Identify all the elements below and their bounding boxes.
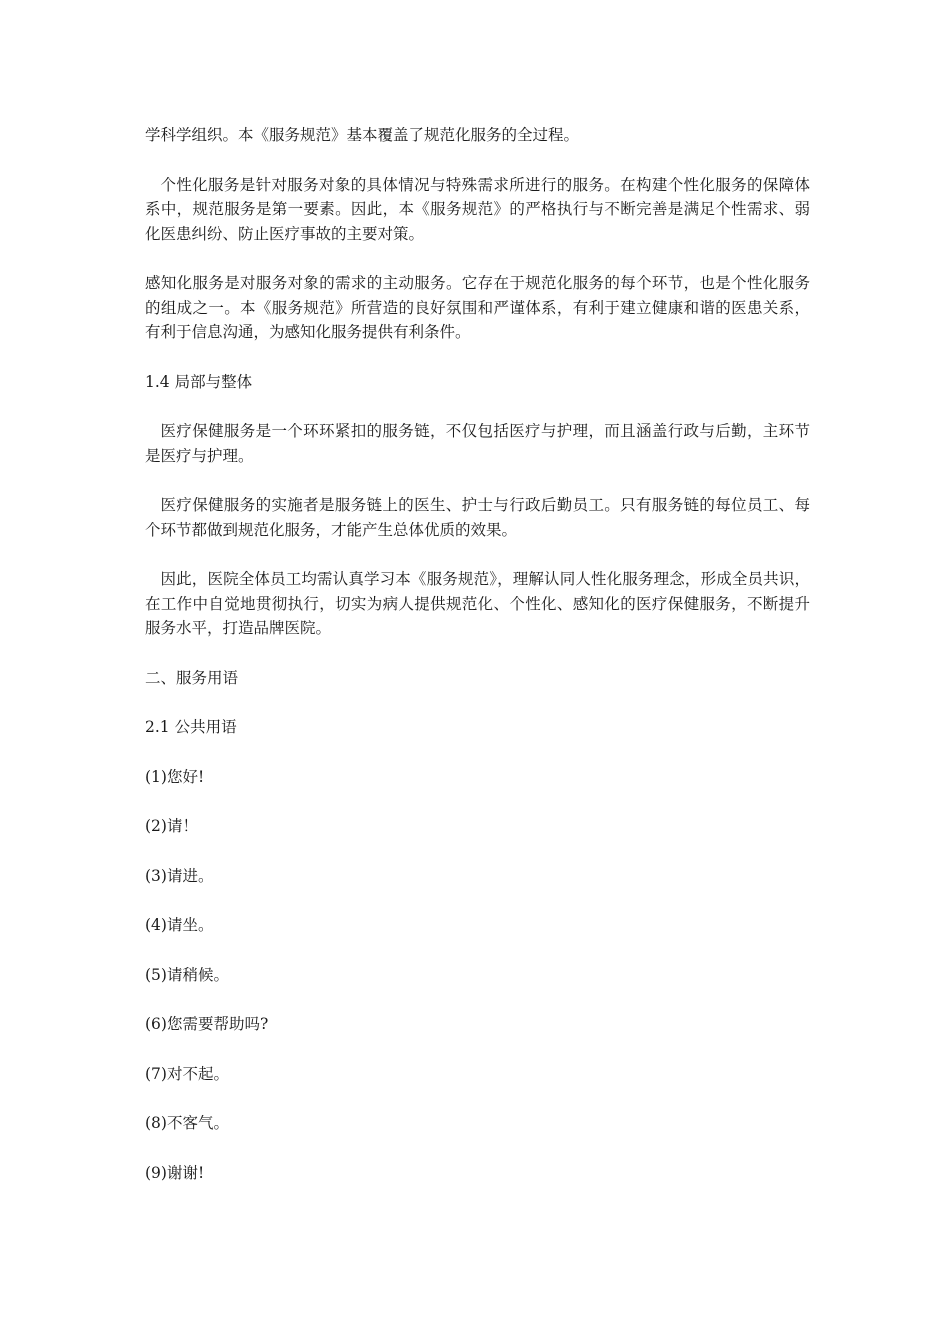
phrase-item: (6)您需要帮助吗? — [145, 1015, 269, 1033]
spacer — [145, 690, 810, 715]
spacer — [145, 394, 810, 419]
phrase-item: (2)请！ — [145, 817, 198, 835]
phrase-item: (3)请进。 — [145, 866, 214, 885]
spacer — [145, 148, 810, 173]
phrase-list — [145, 740, 810, 1186]
phrase-item: (1)您好! — [145, 767, 205, 786]
spacer — [145, 345, 810, 370]
phrase-item: (9)谢谢! — [145, 1163, 205, 1182]
paragraph-service-chain: 医疗保健服务是一个环环紧扣的服务链，不仅包括医疗与护理，而且涵盖行政与后勤，主环节是医疗与护理。 — [145, 422, 810, 465]
spacer — [145, 641, 810, 666]
section-heading-2-1: 2.1 公共用语 — [145, 718, 237, 736]
paragraph-conclusion: 因此，医院全体员工均需认真学习本《服务规范》，理解认同人性化服务理念，形成全员共识，在工作中自觉地贯彻执行，切实为病人提供规范化、个性化、感知化的医疗保健服务，不断提升服务水平，打造品牌医院。 — [145, 570, 810, 637]
section-heading-2: 二、服务用语 — [145, 668, 239, 687]
section-heading-1-4: 1.4 局部与整体 — [145, 372, 253, 391]
document-page — [145, 123, 810, 1185]
spacer — [145, 839, 810, 864]
spacer — [145, 1136, 810, 1161]
paragraph-intro-end: 学科学组织。本《服务规范》基本覆盖了规范化服务的全过程。 — [145, 126, 580, 144]
spacer — [145, 888, 810, 913]
spacer — [145, 740, 810, 765]
phrase-item: (5)请稍候。 — [145, 965, 229, 984]
paragraph-personalized-service: 个性化服务是针对服务对象的具体情况与特殊需求所进行的服务。在构建个性化服务的保障体系中，规范服务是第一要素。因此，本《服务规范》的严格执行与不断完善是满足个性需求、弱化医患纠纷、防止医疗事故的主要对策。 — [145, 175, 810, 243]
spacer — [145, 1086, 810, 1111]
spacer — [145, 246, 810, 271]
phrase-item: (8)不客气。 — [145, 1114, 229, 1132]
spacer — [145, 987, 810, 1012]
spacer — [145, 938, 810, 963]
phrase-item: (4)请坐。 — [145, 916, 214, 934]
spacer — [145, 468, 810, 493]
spacer — [145, 1037, 810, 1062]
spacer — [145, 542, 810, 567]
spacer — [145, 789, 810, 814]
phrase-item: (7)对不起。 — [145, 1064, 229, 1083]
paragraph-perceptive-service: 感知化服务是对服务对象的需求的主动服务。它存在于规范化服务的每个环节，也是个性化服务的组成之一。本《服务规范》所营造的良好氛围和严谨体系，有利于建立健康和谐的医患关系，有利于信息沟通，为感知化服务提供有利条件。 — [145, 274, 810, 341]
paragraph-service-implementers: 医疗保健服务的实施者是服务链上的医生、护士与行政后勤员工。只有服务链的每位员工、每个环节都做到规范化服务，才能产生总体优质的效果。 — [145, 496, 810, 539]
